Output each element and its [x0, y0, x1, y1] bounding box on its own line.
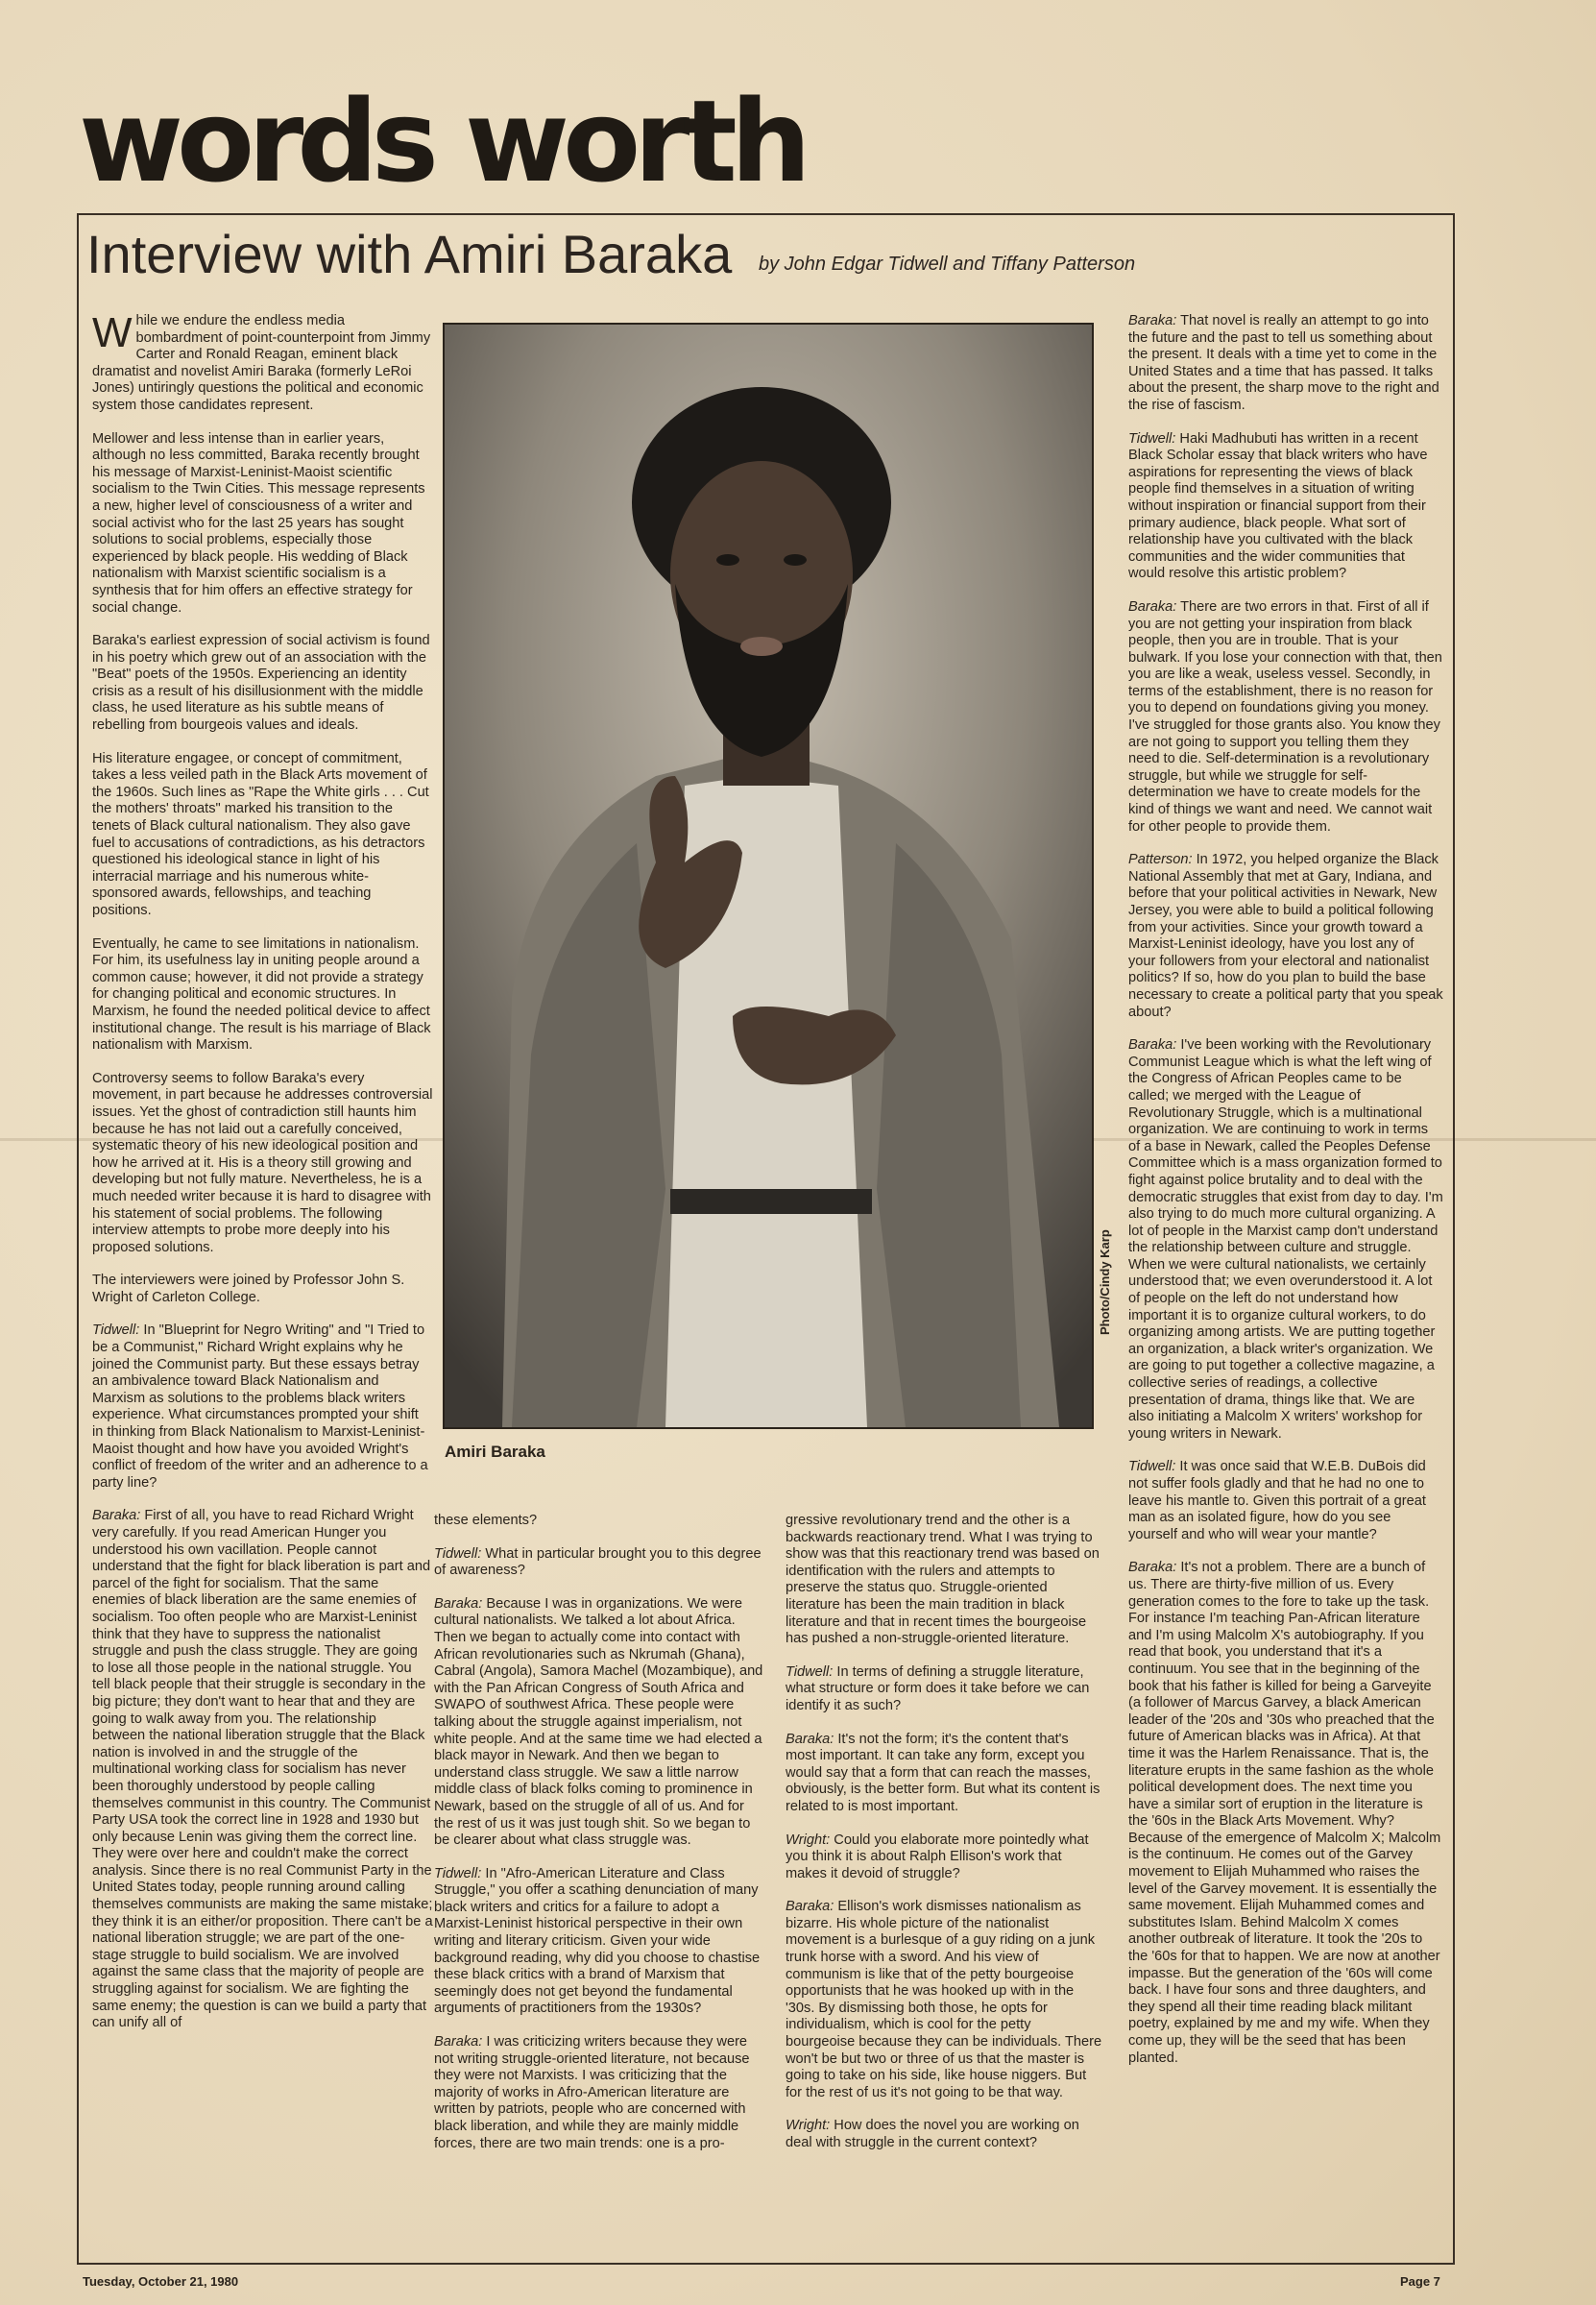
photo-caption: Amiri Baraka	[445, 1443, 545, 1461]
column-1	[92, 309, 433, 2049]
paragraph: Mellower and less intense than in earlier years, although no less committed, Baraka recently brought his message of Marxist-Leninist-Maoist scientific socialism to the Twin Cities. This message represents a new, higher level of consciousness of a writer and social activist who for the last 25 years has sought solutions to social problems, especially those experienced by black people. His wedding of Black nationalism with Marxist scientific socialism is a synthesis that for him offers an effective strategy for social change.	[92, 430, 425, 616]
photo-credit: Photo/Cindy Karp	[1098, 1229, 1112, 1335]
speaker-label: Baraka:	[786, 1899, 834, 1915]
speaker-label: Baraka:	[92, 1508, 141, 1524]
paragraph: Tidwell: It was once said that W.E.B. DuBois did not suffer fools gladly and that he had no one to leave his mantle to. Given this portrait of a great man as an isolated figure, how do you see yourself and who will wear your mantle?	[1128, 1459, 1426, 1542]
speaker-label: Baraka:	[1128, 1560, 1177, 1576]
speaker-label: Baraka:	[1128, 598, 1177, 615]
speaker-label: Tidwell:	[92, 1322, 140, 1339]
headline: Interview with Amiri Baraka	[86, 224, 733, 284]
paragraph: Eventually, he came to see limitations in nationalism. For him, its usefulness lay in uniting people around a common cause; however, it did not provide a strategy for changing political and economic structures. In Marxism, he found the needed political device to affect institutional change. The result is his marriage of Black nationalism with Marxism.	[92, 935, 431, 1054]
portrait-photo	[443, 323, 1094, 1429]
speaker-label: Tidwell:	[1128, 430, 1176, 447]
paragraph: The interviewers were joined by Professor John S. Wright of Carleton College.	[92, 1273, 405, 1305]
paragraph: Controversy seems to follow Baraka's every movement, in part because he addresses controversial issues. Yet the ghost of contradiction still haunts him because he has not laid out a carefully conceived, systematic theory of his new ideological position and how he arrived at it. His is a theory still growing and developing but not fully mature. Nevertheless, he is a much needed writer because it is hard to disagree with his statement of social problems. The following interview attempts to probe more deeply into his proposed solutions.	[92, 1070, 433, 1255]
speaker-label: Tidwell:	[434, 1545, 482, 1562]
speaker-label: Baraka:	[434, 2034, 483, 2050]
paragraph: gressive revolutionary trend and the other is a backwards reactionary trend. What I was trying to show was that this reactionary trend was based on identification with the rulers and attempts to preserve the status quo. Struggle-oriented literature has been the main tradition in black literature and that in recent times the bourgeoise has pushed a non-struggle-oriented literature.	[786, 1513, 1100, 1647]
masthead: words worth	[79, 75, 805, 207]
speaker-label: Baraka:	[1128, 1037, 1177, 1054]
column-2	[434, 1513, 765, 2169]
byline: by John Edgar Tidwell and Tiffany Patterson	[759, 254, 1136, 275]
paragraph: His literature engagee, or concept of commitment, takes a less veiled path in the Black Arts movement of the 1960s. Such lines as "Rape the White girls . . . Cut the mothers' throats" marked his transition to the tenets of Black cultural nationalism. They also gave fuel to accusations of contradictions, as his detractors questioned his ideological stance in light of his interracial marriage and his numerous white-sponsored awards, fellowships, and teaching positions.	[92, 750, 429, 918]
footer-page-number: Page 7	[1400, 2274, 1440, 2289]
paragraph: Baraka: It's not a problem. There are a bunch of us. There are thirty-five million of us. Every generation comes to the fore to take up the task. For instance I'm teaching Pan-African literature and I'm using Malcolm X's autobiography. If you read that book, you understand that it's a continuum. You see that in the beginning of the book that his father is killed for being a Garveyite (a follower of Marcus Garvey, a black American leader of the '20s and '30s who preached that the future of American blacks was in Africa). At that time it was the Harlem Renaissance. That is, the literature erupts in the same fashion as the whole political development does. The next time you have a similar sort of eruption in the literature is the '60s in the Black Arts Movement. Why? Because of the emergence of Malcolm X; Malcolm is the continuum. He comes out of the Garvey movement to Elijah Muhammed who raises the level of the Garvey movement. It is essentially the same movement. Elijah Muhammed comes and substitutes Islam. Behind Malcolm X comes another outbreak of literature. It took the '20s to the '60s for that to happen. We are now at another impasse. But the generation of the '60s will come back. I have four sons and three daughters, and they spend all their time reading black militant poetry, explained by me and my wife. When they come up, they will be the seed that has been planted.	[1128, 1560, 1441, 2066]
paragraph: Baraka: That novel is really an attempt to go into the future and the past to tell us something about the present. It deals with a time yet to come in the United States and a time that has passed. It talks about the present, the sharp move to the right and the rise of fascism.	[1128, 313, 1439, 413]
speaker-label: Wright:	[786, 1832, 831, 1848]
speaker-label: Tidwell:	[1128, 1459, 1176, 1475]
paragraph: Baraka: I've been working with the Revolutionary Communist League which is what the left wing of the Congress of African Peoples came to be called; we merged with the League of Revolutionary Struggle, which is a multinational organization. We are continuing to work in terms of a base in Newark, called the Peoples Defense Committee which is a mass organization formed to fight against police brutality and to deal with the democratic struggles that exist from day to day. I'm also trying to do much more cultural organizing. A lot of people in the Marxist camp don't understand the relationship between culture and struggle. When we were cultural nationalists, we certainly understood that; we even overunderstood it. A lot of people on the left do not understand how important it is to organize cultural workers, to do organizing among artists. We are putting together an organization, a black writer's organization. We are going to put together a collective magazine, a collective series of readings, a collective presentation of drama, things like that. We are also initiating a Malcolm X writers' workshop for young writers in Newark.	[1128, 1037, 1443, 1442]
paragraph: these elements?	[434, 1513, 538, 1528]
paragraph: Tidwell: In "Afro-American Literature and Class Struggle," you offer a scathing denunciation of many black writers and critics for a failure to adopt a Marxist-Leninist historical perspective in their own writing and literary criticism. Given your wide background reading, why did you choose to chastise these black critics with a brand of Marxism that seemingly does not get beyond the fundamental arguments of practitioners from the 1930s?	[434, 1865, 761, 2017]
paragraph: Baraka: There are two errors in that. First of all if you are not getting your inspiration from black people, then you are in trouble. That is your bulwark. If you lose your connection with that, then you are like a weak, useless vessel. Secondly, in terms of the establishment, there is no reason for you to depend on foundations giving you money. I've struggled for those grants also. You know they are not going to support you telling them they need to die. Self-determination is a revolutionary struggle, but while we struggle for self-determination we have to create models for the kind of things we want and need. We cannot wait for other people to provide them.	[1128, 598, 1442, 835]
paragraph: Tidwell: What in particular brought you to this degree of awareness?	[434, 1545, 762, 1579]
paragraph: While we endure the endless media bombardment of point-counterpoint from Jimmy Carter and Ronald Reagan, eminent black dramatist and novelist Amiri Baraka (formerly LeRoi Jones) untiringly questions the political and economic system those candidates represent.	[92, 309, 431, 413]
paragraph: Wright: Could you elaborate more pointedly what you think it is about Ralph Ellison's work that makes it devoid of struggle?	[786, 1832, 1089, 1881]
paragraph: Baraka: I was criticizing writers because they were not writing struggle-oriented literature, not because they were not Marxists. I was criticizing that the majority of works in Afro-American literature are written by patriots, people who are concerned with black liberation, and while they are mainly middle forces, there are two main trends: one is a pro-	[434, 2034, 750, 2151]
portrait-illustration	[445, 325, 1092, 1427]
column-3	[786, 1513, 1102, 2169]
paragraph: Baraka: Ellison's work dismisses nationalism as bizarre. His whole picture of the nationalist movement is a burlesque of a guy riding on a junk trunk horse with a sword. And his view of communism is like that of the petty bourgeoise opportunists that he was hooked up with in the '30s. By dismissing both those, he opts for individualism, which is cool for the petty bourgeoise because they can be individuals. There won't be but two or three of us that the master is going to take on his side, like house niggers. But for the rest of us it's not going to be that way.	[786, 1899, 1102, 2100]
speaker-label: Patterson:	[1128, 852, 1193, 868]
speaker-label: Tidwell:	[786, 1663, 834, 1680]
speaker-label: Baraka:	[1128, 313, 1177, 328]
speaker-label: Wright:	[786, 2118, 831, 2134]
paragraph: Baraka: It's not the form; it's the content that's most important. It can take any form, except you would say that a form that can reach the masses, obviously, is the better form. But what its content is related to is most important.	[786, 1731, 1100, 1814]
speaker-label: Baraka:	[434, 1595, 483, 1612]
footer-date: Tuesday, October 21, 1980	[83, 2274, 239, 2289]
paragraph: Baraka: First of all, you have to read Richard Wright very carefully. If you read American Hunger you understood his own vacillation. People cannot understand that the fight for black liberation is part and parcel of the fight for socialism. That the same enemies of black liberation are the same enemies of socialism. Too often people who are Marxist-Leninist think that they have to suppress the nationalist struggle and push the class struggle. They are going to lose all those people in the national struggle. You tell black people that their struggle is secondary in the big picture; they don't want to hear that and they are going to walk away from you. The relationship between the national liberation struggle that the Black nation is involved in and the struggle of the multinational working class for socialism has never been thoroughly understood by people calling themselves communist in this country. The Communist Party USA took the correct line in 1928 and 1930 but only because Lenin was giving them the correct line. They were over here and couldn't make the correct analysis. Since there is no real Communist Party in the United States today, people running around calling themselves communists are making the same mistake; they think it is an either/or proposition. There can't be a national liberation struggle; we are part of the one-stage struggle to build socialism. We are involved against the same class that the majority of people are struggling against for socialism. We are fighting the same enemy; the question is can we build a party that can unify all of	[92, 1508, 433, 2031]
paragraph: Baraka: Because I was in organizations. We were cultural nationalists. We talked a lot about Africa. Then we began to actually come into contact with African revolutionaries such as Nkrumah (Ghana), Cabral (Angola), Samora Machel (Mozambique), and with the Pan African Congress of South Africa and SWAPO of southwest Africa. These people were talking about the struggle against imperialism, not white people. And at the same time we had elected a black mayor in Newark. And then we began to understand class struggle. We saw a little narrow middle class of black folks coming to prominence in Newark, based on the struggle of all of us. And for the rest of us it was just tough shit. So we began to be clearer about what class struggle was.	[434, 1595, 763, 1849]
speaker-label: Tidwell:	[434, 1865, 482, 1881]
paragraph: Baraka's earliest expression of social activism is found in his poetry which grew out of an association with the "Beat" poets of the 1950s. Experiencing an identity crisis as a result of his disillusionment with the middle class, he used literature as his subtle means of rebelling from bourgeois values and ideals.	[92, 633, 430, 734]
speaker-label: Baraka:	[786, 1731, 834, 1747]
paragraph: Tidwell: In terms of defining a struggle literature, what structure or form does it take before we can identify it as such?	[786, 1663, 1090, 1713]
paragraph: Patterson: In 1972, you helped organize the Black National Assembly that met at Gary, Indiana, and before that your political activities in Newark, New Jersey, you were able to build a political following from your activities. Since your growth toward a Marxist-Leninist ideology, have you lost any of your followers from your electoral and nationalist politics? If so, how do you plan to build the base necessary to create a political party that you speak about?	[1128, 852, 1443, 1020]
paragraph: Tidwell: Haki Madhubuti has written in a recent Black Scholar essay that black writers who have aspirations for representing the views of black people find themselves in a situation of writing without inspiration or financial support from their primary audience, black people. What sort of relationship have you cultivated with the black communities and the wider communities that would resolve this artistic problem?	[1128, 430, 1428, 582]
paragraph: Wright: How does the novel you are working on deal with struggle in the current context?	[786, 2118, 1079, 2150]
column-4	[1128, 313, 1443, 2083]
paragraph: Tidwell: In "Blueprint for Negro Writing" and "I Tried to be a Communist," Richard Wright explains why he joined the Communist party. But these essays betray an ambivalence toward Black Nationalism and Marxism as solutions to the problems black writers experience. What circumstances prompted your shift in thinking from Black Nationalism to Marxist-Leninist-Maoist thought and how have you avoided Wright's conflict of freedom of the writer and an adherence to a party line?	[92, 1322, 428, 1491]
